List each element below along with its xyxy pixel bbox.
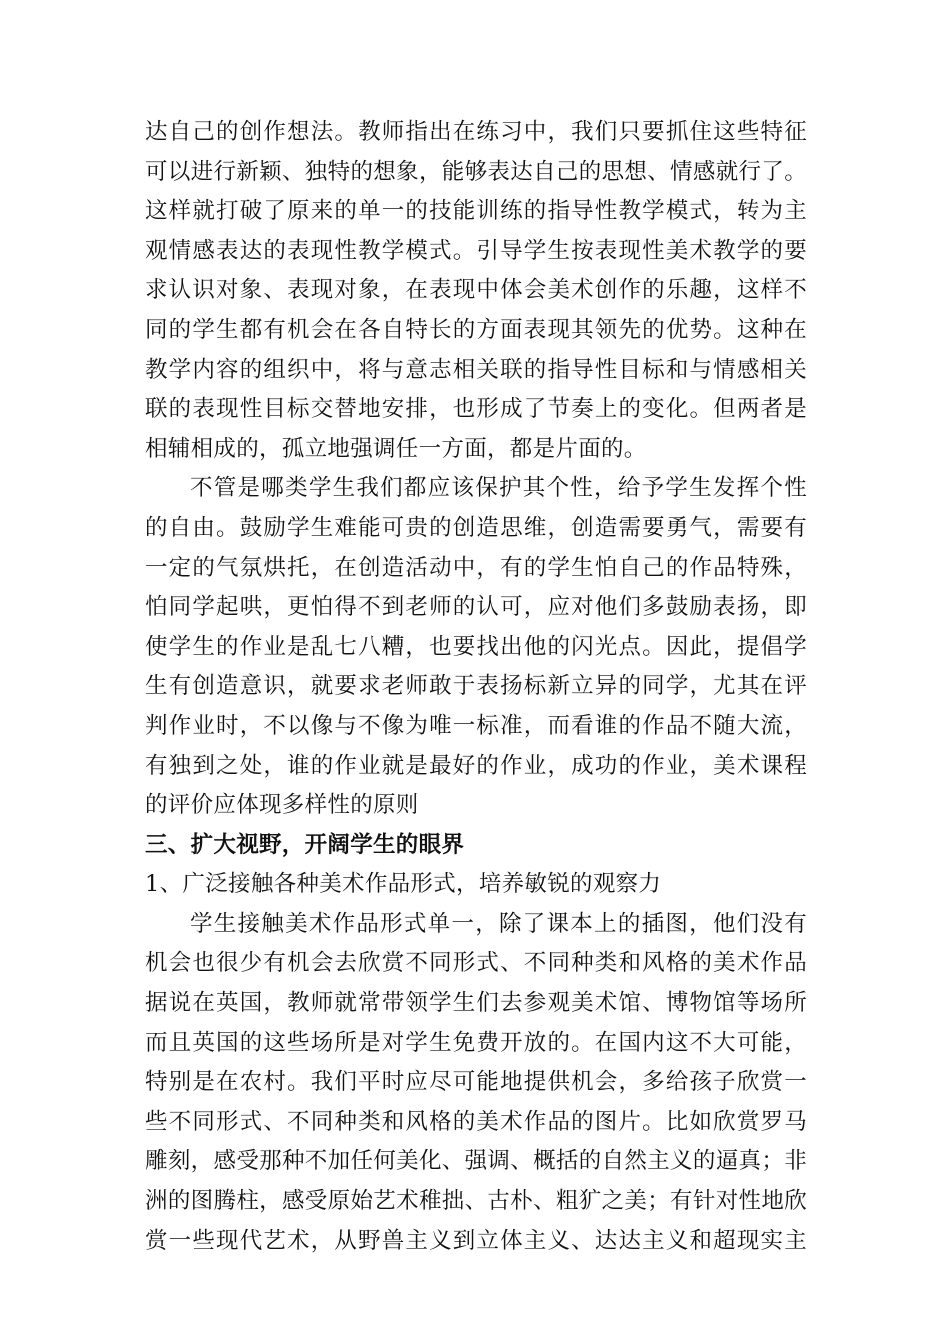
- text-line: 有独到之处，谁的作业就是最好的作业，成功的作业，美术课程: [145, 752, 807, 779]
- text-line: 相辅相成的，孤立地强调任一方面，都是片面的。: [145, 435, 647, 462]
- text-line: 同的学生都有机会在各自特长的方面表现其领先的优势。这种在: [145, 316, 807, 343]
- text-line: 观情感表达的表现性教学模式。引导学生按表现性美术教学的要: [145, 237, 807, 264]
- text-line: 机会也很少有机会去欣赏不同形式、不同种类和风格的美术作品: [145, 950, 807, 977]
- text-line: 这样就打破了原来的单一的技能训练的指导性教学模式，转为主: [145, 198, 807, 225]
- document-page: [145, 113, 807, 1261]
- paragraph-2: [145, 469, 807, 825]
- text-line: 教学内容的组织中，将与意志相关联的指导性目标和与情感相关: [145, 356, 807, 383]
- paragraph-3: [145, 905, 807, 1261]
- text-line: 学生接触美术作品形式单一，除了课本上的插图，他们没有: [190, 910, 807, 937]
- text-line: 判作业时，不以像与不像为唯一标准，而看谁的作品不随大流，: [145, 712, 807, 739]
- section-heading: 三、扩大视野，开阔学生的眼界: [145, 831, 465, 858]
- paragraph-1: [145, 113, 807, 469]
- text-line: 怕同学起哄，更怕得不到老师的认可，应对他们多鼓励表扬，即: [145, 594, 807, 621]
- text-line: 据说在英国，教师就常带领学生们去参观美术馆、博物馆等场所: [145, 990, 807, 1017]
- text-line: 的评价应体现多样性的原则: [145, 792, 419, 819]
- text-line: 洲的图腾柱，感受原始艺术稚拙、古朴、粗犷之美；有针对性地欣: [145, 1188, 807, 1215]
- text-line: 求认识对象、表现对象，在表现中体会美术创作的乐趣，这样不: [145, 277, 807, 304]
- text-line: 而且英国的这些场所是对学生免费开放的。在国内这不大可能，: [145, 1029, 807, 1056]
- text-line: 可以进行新颖、独特的想象，能够表达自己的思想、情感就行了。: [145, 158, 807, 185]
- text-line: 达自己的创作想法。教师指出在练习中，我们只要抓住这些特征: [145, 119, 807, 145]
- subheading: 1、广泛接触各种美术作品形式，培养敏锐的观察力: [145, 871, 662, 898]
- text-line: 赏一些现代艺术，从野兽主义到立体主义、达达主义和超现实主: [145, 1227, 807, 1254]
- text-line: 特别是在农村。我们平时应尽可能地提供机会，多给孩子欣赏一: [145, 1069, 807, 1096]
- text-line: 使学生的作业是乱七八糟，也要找出他的闪光点。因此，提倡学: [145, 633, 807, 660]
- text-line: 些不同形式、不同种类和风格的美术作品的图片。比如欣赏罗马: [145, 1108, 807, 1135]
- text-line: 生有创造意识，就要求老师敢于表扬标新立异的同学，尤其在评: [145, 673, 807, 700]
- text-line: 雕刻，感受那种不加任何美化、强调、概括的自然主义的逼真；非: [145, 1148, 807, 1175]
- text-line: 不管是哪类学生我们都应该保护其个性，给予学生发挥个性: [190, 475, 807, 502]
- text-line: 联的表现性目标交替地安排，也形成了节奏上的变化。但两者是: [145, 396, 807, 423]
- text-line: 的自由。鼓励学生难能可贵的创造思维，创造需要勇气，需要有: [145, 514, 807, 541]
- text-line: 一定的气氛烘托，在创造活动中，有的学生怕自己的作品特殊，: [145, 554, 807, 581]
